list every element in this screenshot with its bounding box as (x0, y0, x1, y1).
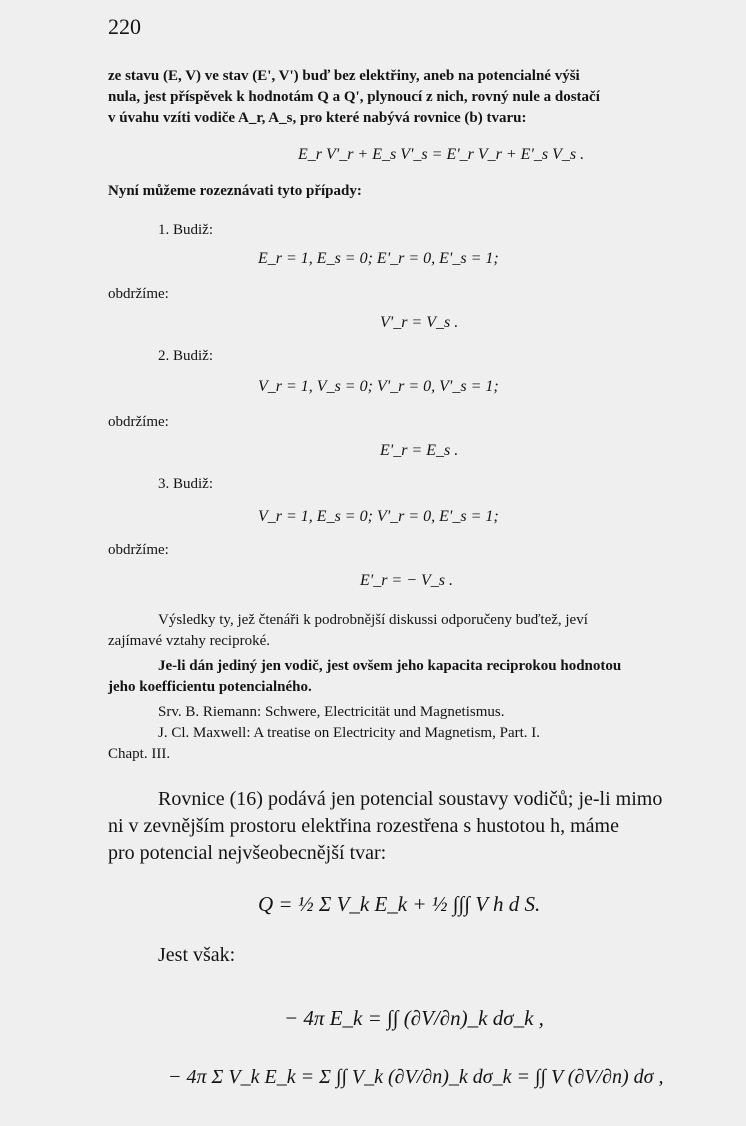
reference-maxwell-1: J. Cl. Maxwell: A treatise on Electricity and Magnetism, Part. I. (158, 725, 541, 741)
reference-maxwell-2: Chapt. III. (108, 746, 171, 762)
results-line-1: Výsledky ty, jež čtenáři k podrobnější diskussi odporučeny buďtež, jeví (158, 612, 588, 628)
jest-vsak: Jest však: (158, 944, 236, 966)
reference-riemann: Srv. B. Riemann: Schwere, Electricität und Magnetismus. (158, 704, 505, 720)
case-2-result: E'_r = E_s . (380, 442, 459, 459)
case-1-label: 1. Budiž: (158, 222, 213, 238)
case-2-obtain: obdržíme: (108, 414, 169, 430)
body-line-3: pro potencial nejvšeobecnější tvar: (108, 842, 387, 864)
single-conductor-line-2: jeho koefficientu potencialného. (108, 679, 312, 695)
body-line-2: ni v zevnějším prostoru elektřina rozestřena s hustotou h, máme (108, 815, 619, 837)
case-3-label: 3. Budiž: (158, 476, 213, 492)
body-line-3-block (108, 840, 728, 867)
case-3-obtain: obdržíme: (108, 542, 169, 558)
main-equation: E_r V'_r + E_s V'_s = E'_r V_r + E'_s V_s . (298, 146, 585, 163)
case-3-result: E'_r = − V_s . (360, 572, 454, 589)
intro-paragraph (108, 66, 728, 129)
case-2-conditions: V_r = 1, V_s = 0; V'_r = 0, V'_s = 1; (258, 378, 499, 395)
intro-line-2: nula, jest příspěvek k hodnotám Q a Q', plynoucí z nich, rovný nule a dostačí (108, 89, 600, 105)
body-line-1: Rovnice (16) podává jen potencial soustavy vodičů; je-li mimo (158, 788, 663, 810)
sum-equation: − 4π Σ V_k E_k = Σ ∫∫ V_k (∂V/∂n)_k dσ_k = ∫∫ V (∂V/∂n) dσ , (168, 1066, 664, 1088)
body-line-2-block (108, 813, 728, 840)
case-1-obtain: obdržíme: (108, 286, 169, 302)
case-1-conditions: E_r = 1, E_s = 0; E'_r = 0, E'_s = 1; (258, 250, 499, 267)
intro-line-3: v úvahu vzíti vodiče A_r, A_s, pro které nabývá rovnice (b) tvaru: (108, 110, 527, 126)
ek-equation: − 4π E_k = ∫∫ (∂V/∂n)_k dσ_k , (284, 1006, 544, 1030)
single-conductor-line-2-block (108, 677, 728, 698)
case-1-result: V'_r = V_s . (380, 314, 459, 331)
body-line-1-block (108, 786, 728, 813)
intro-line-1: ze stavu (E, V) ve stav (E', V') buď bez elektřiny, aneb na potencialné výši (108, 68, 580, 84)
potential-equation: Q = ½ Σ V_k E_k + ½ ∫∫∫ V h d S. (258, 892, 541, 916)
results-line-2: zajímavé vztahy reciproké. (108, 633, 270, 649)
single-conductor-line-1-block (108, 656, 728, 677)
cases-intro: Nyní můžeme rozeznávati tyto případy: (108, 183, 362, 199)
results-line-2-block (108, 631, 728, 652)
single-conductor-line-1: Je-li dán jediný jen vodič, jest ovšem jeho kapacita reciprokou hodnotou (158, 658, 622, 674)
results-paragraph (108, 610, 728, 631)
page-number: 220 (108, 14, 141, 39)
case-3-conditions: V_r = 1, E_s = 0; V'_r = 0, E'_s = 1; (258, 508, 499, 525)
case-2-label: 2. Budiž: (158, 348, 213, 364)
